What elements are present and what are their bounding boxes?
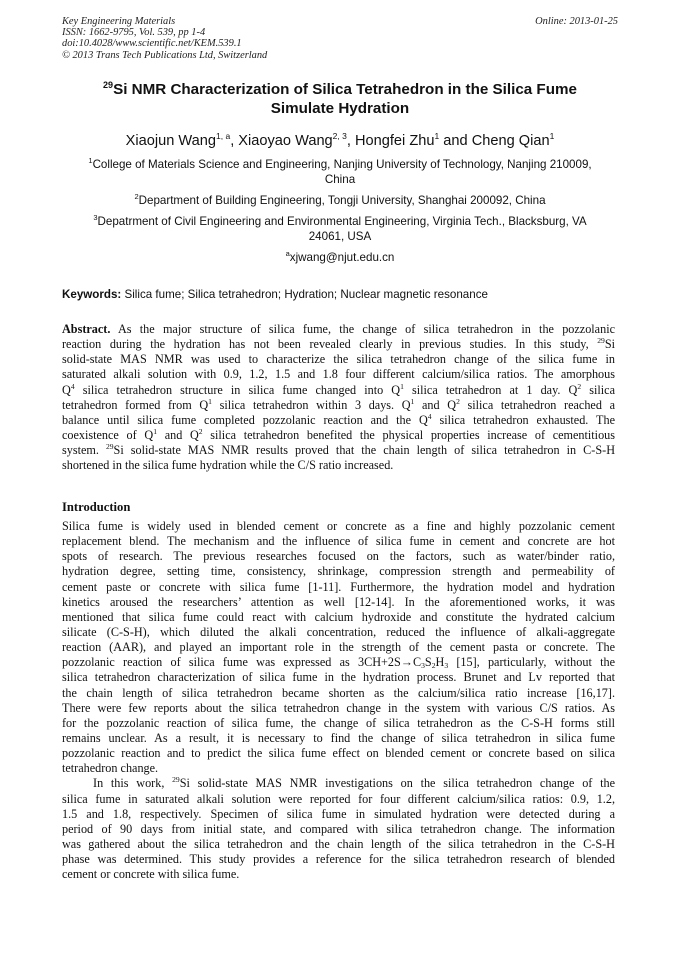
body-line: silica fume in saturated alkali solution were reported for four different calcium/silica ratios: 0.9, 1.2,: [62, 791, 615, 806]
abstract-label: Abstract.: [62, 322, 111, 336]
q-sup: 1: [153, 426, 157, 436]
abstract-line: saturated alkali solution with 0.9, 1.2, 1.5 and 1.8 four different calcium/silica ratios. The amorphous: [62, 367, 615, 382]
affiliation-sup: 3: [93, 213, 98, 222]
email-address: xjwang@njut.edu.cn: [289, 251, 395, 264]
body-line: replacement blend. The mechanism and the influence of silica fume in cement and concrete are hot: [62, 534, 615, 549]
abstract-text: Si solid-state MAS NMR results proved that the chain length of silica tetrahedron in C-S-H: [113, 443, 615, 458]
body-text: [15], particularly, without the: [448, 655, 615, 670]
section-heading-introduction: Introduction: [62, 500, 131, 514]
body-line: period of 90 days from initial state, and compared with silica tetrahedron change. The information: [62, 821, 615, 836]
isotope-sup: 29: [105, 442, 114, 452]
abstract-line: [62, 322, 615, 337]
q-sup: 2: [577, 381, 582, 391]
body-text: H: [435, 655, 445, 670]
copyright: © 2013 Trans Tech Publications Ltd, Switzerland: [62, 49, 268, 61]
author-name: Hongfei Zhu: [354, 133, 435, 149]
body-line: spots of research. The previous researches focused on the factors, such as water/binder ratio,: [62, 549, 615, 564]
affiliation-sup: 1: [88, 156, 93, 165]
author-separator: and: [439, 133, 472, 149]
abstract-text: silica tetrahedron exhausted. The: [431, 412, 615, 427]
body-line: 1.5 and 1.8, respectively. Specimen of silica fume in simulated hydration were detected during a: [62, 806, 615, 821]
q-sup: 1: [208, 396, 212, 406]
keywords: [62, 287, 618, 302]
formula-sub: 3: [421, 661, 425, 671]
q-sup: 2: [198, 426, 203, 436]
abstract-line: [62, 337, 615, 352]
body-text: pozzolanic reaction of silica fume was expressed as 3CH+2S→C: [62, 655, 422, 670]
affiliation-text: College of Materials Science and Engineering, Nanjing University of Technology, Nanjing 210009,: [92, 158, 592, 171]
body-line: tetrahedron change.: [62, 761, 159, 776]
abstract-line: [62, 398, 615, 413]
author-separator: ,: [230, 133, 239, 149]
isotope-sup: 29: [597, 336, 605, 346]
abstract-text: coexistence of Q: [62, 427, 154, 442]
abstract-text: silica tetrahedron benefited the physical properties increase of cementitious: [202, 427, 615, 442]
body-line: pozzolanic reaction and to predict the silica fume effect on blended cement or concrete based on silica: [62, 746, 615, 761]
body-line: There were few reports about the silica tetrahedron change in the system with various C/S ratios. As: [62, 700, 615, 715]
paper-title: [62, 80, 618, 118]
q-sup: 1: [400, 381, 404, 391]
body-text: Si solid-state MAS NMR investigations on the silica tetrahedron change of the: [179, 776, 615, 791]
author-name: Xiaoyao Wang: [238, 133, 333, 149]
abstract-text: tetrahedron formed from Q: [62, 397, 209, 412]
formula-sub: 3: [444, 661, 449, 671]
body-line: cement paste or concrete with silica fume [1-11]. Furthermore, the hydration model and hydration: [62, 579, 615, 594]
author-separator: ,: [346, 133, 355, 149]
abstract-line: [62, 383, 615, 398]
body-line: phase was determined. This study provides a reference for the silica tetrahedron research of blended: [62, 852, 615, 867]
abstract-line: [62, 413, 615, 428]
abstract-text: silica tetrahedron structure in silica fume changed into Q: [74, 382, 401, 397]
body-line: [62, 776, 615, 791]
introduction-paragraph-1: [62, 519, 615, 882]
body-line: remains unclear. As a result, it is necessary to find the change of silica tetrahedron in silica fume: [62, 730, 615, 745]
author-affiliation-sup: 1, a: [216, 131, 231, 141]
abstract-text: silica: [581, 382, 615, 397]
affiliation-1: [62, 157, 618, 188]
abstract-text: Q: [62, 382, 71, 397]
affiliation-text: China: [324, 173, 356, 187]
body-line: silicate (C-S-H), which diluted the alkali concentration, reduced the influence of alkali-aggregate: [62, 624, 615, 639]
body-text: In this work,: [62, 776, 173, 791]
formula-sub: 2: [431, 661, 436, 671]
email-sup: a: [285, 249, 290, 258]
title-isotope-sup: 29: [103, 80, 114, 90]
author-affiliation-sup: 1: [549, 131, 555, 141]
title-line-1: Si NMR Characterization of Silica Tetrahedron in the Silica Fume: [113, 81, 577, 98]
body-line: silica tetrahedron characterization of silica fume in the hydration process. Brunet and Lv reported that: [62, 670, 615, 685]
corresponding-email: [62, 250, 618, 265]
body-line: hydration degree, setting time, consistency, shrinkage, compression strength and permeability of: [62, 564, 615, 579]
body-line: for the pozzolanic reaction of silica fume, the change of silica tetrahedron as the C-S-H forms still: [62, 715, 615, 730]
journal-header: [62, 16, 618, 61]
affiliation-2: [62, 193, 618, 208]
keywords-label: Keywords:: [62, 288, 122, 301]
abstract-text: silica tetrahedron within 3 days. Q: [211, 397, 411, 412]
abstract-line: [62, 428, 615, 443]
abstract-line: solid-state MAS NMR was used to characterize the silica tetrahedron change of the silica fume in: [62, 352, 615, 367]
body-line: Silica fume is widely used in blended cement or concrete as a fine and highly pozzolanic cement: [62, 519, 615, 533]
abstract-line: [62, 443, 615, 458]
affiliation-text: Department of Building Engineering, Tongji University, Shanghai 200092, China: [138, 194, 546, 207]
abstract-text: silica tetrahedron reached a: [459, 397, 615, 412]
abstract-text: and Q: [414, 397, 457, 412]
author-list: [62, 132, 618, 150]
affiliation-text: Depatrment of Civil Engineering and Environmental Engineering, Virginia Tech., Blacksburg, VA: [97, 215, 587, 228]
affiliation-text: 24061, USA: [308, 230, 372, 244]
author-name: Xiaojun Wang: [125, 133, 216, 149]
journal-name: Key Engineering Materials: [62, 16, 176, 27]
abstract-text: silica tetrahedron at 1 day. Q: [403, 382, 578, 397]
body-line: kinetics aroused the researchers’ attention as well [12-14]. In the aforementioned works, it was: [62, 594, 615, 609]
title-line-2: Simulate Hydration: [270, 100, 410, 117]
isotope-sup: 29: [172, 775, 180, 785]
keywords-text: Silica fume; Silica tetrahedron; Hydration; Nuclear magnetic resonance: [121, 288, 488, 301]
q-sup: 1: [410, 396, 415, 406]
body-line: was gathered about the silica tetrahedron and the chain length of the silica tetrahedron in the C-S-H: [62, 836, 615, 851]
abstract-text: Si: [604, 337, 615, 352]
author-name: Cheng Qian: [471, 133, 550, 149]
q-sup: 4: [427, 411, 432, 421]
body-text: S: [424, 655, 432, 670]
body-line: [62, 655, 615, 670]
abstract-text: As the major structure of silica fume, the change of silica tetrahedron in the pozzolanic: [110, 322, 615, 336]
abstract-text: and Q: [157, 427, 199, 442]
q-sup: 4: [70, 381, 75, 391]
abstract: [62, 322, 615, 473]
abstract-text: system.: [62, 443, 106, 458]
q-sup: 2: [456, 396, 460, 406]
body-line: reaction (AAR), and played an important role in the strength of the cement pasta or concrete. The: [62, 640, 615, 655]
abstract-line: shortened in the silica fume hydration while the C/S ratio increased.: [62, 458, 394, 473]
body-line: the chain length of silica tetrahedron became shorten as the calcium/silica ratio increase [16,17].: [62, 685, 615, 700]
body-line: mentioned that silica fume could react with calcium hydroxide and constitute the hydrated calcium: [62, 609, 615, 624]
abstract-text: balance until silica fume completed pozzolanic reaction and the Q: [62, 412, 428, 427]
author-affiliation-sup: 1: [434, 131, 440, 141]
abstract-text: reaction during the hydration has not been revealed clearly in previous studies. In this study,: [62, 337, 598, 352]
body-line: cement or concrete with silica fume.: [62, 867, 240, 882]
affiliation-sup: 2: [134, 192, 139, 201]
affiliation-3: [62, 214, 618, 245]
doi: doi:10.4028/www.scientific.net/KEM.539.1: [62, 38, 242, 50]
online-date: Online: 2013-01-25: [535, 16, 618, 27]
issn: ISSN: 1662-9795, Vol. 539, pp 1-4: [62, 27, 206, 39]
author-affiliation-sup: 2, 3: [332, 131, 347, 141]
